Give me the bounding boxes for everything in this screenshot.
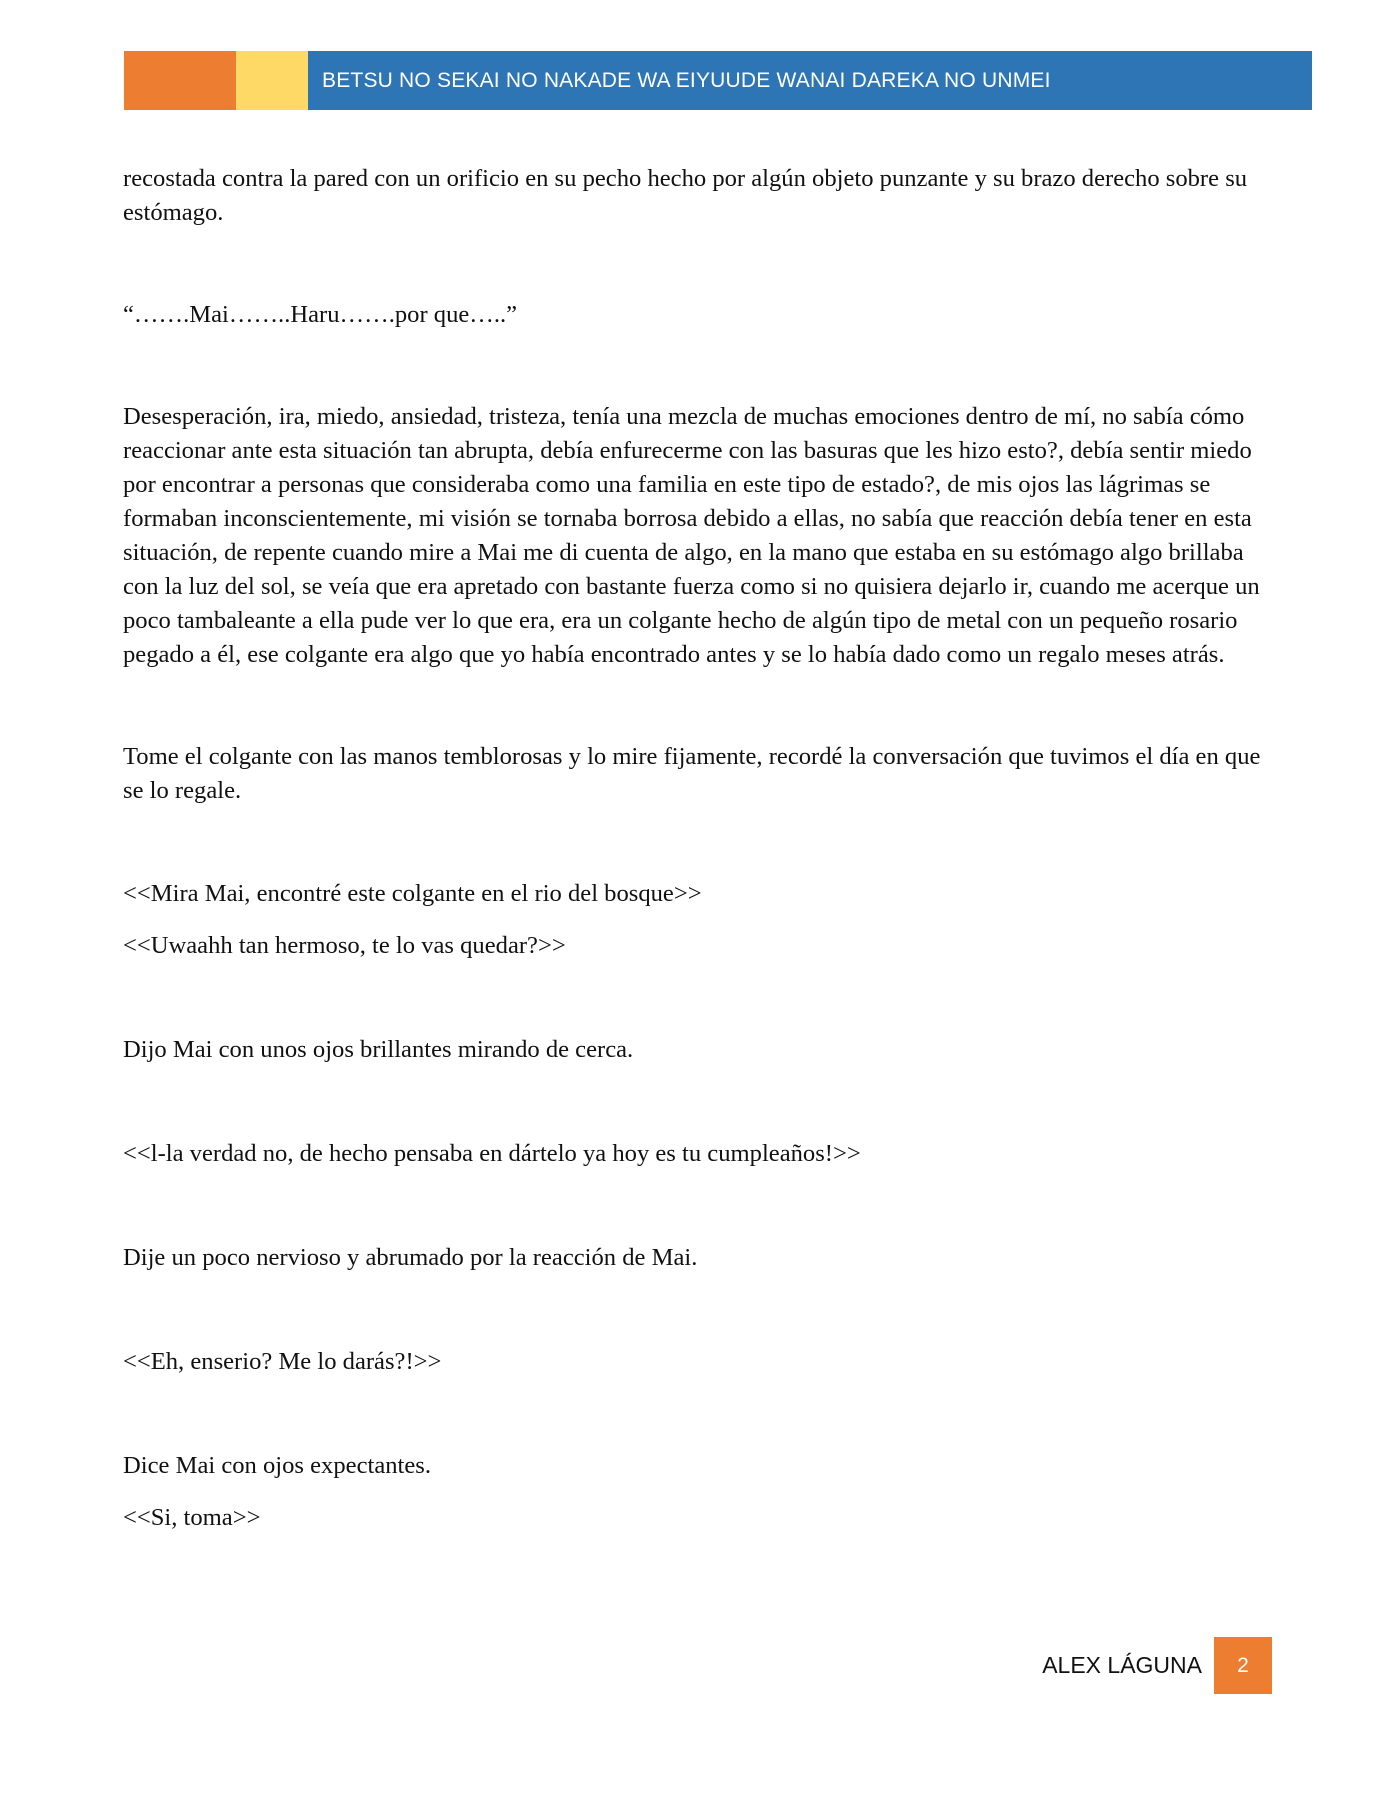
paragraph: Dijo Mai con unos ojos brillantes mirando de cerca. — [123, 1036, 634, 1063]
paragraph: Dice Mai con ojos expectantes. — [123, 1452, 431, 1479]
paragraph: <<Uwaahh tan hermoso, te lo vas quedar?>> — [123, 932, 566, 959]
header-orange-block — [124, 51, 236, 110]
paragraph: Tome el colgante con las manos temblorosas y lo mire fijamente, recordé la conversación que tuvimos el día en que se lo regale. — [123, 743, 1261, 804]
page-number: 2 — [1214, 1637, 1272, 1694]
paragraph: recostada contra la pared con un orificio en su pecho hecho por algún objeto punzante y su brazo derecho sobre su estómago. — [123, 165, 1248, 226]
paragraph: Dije un poco nervioso y abrumado por la reacción de Mai. — [123, 1244, 698, 1271]
paragraph: Desesperación, ira, miedo, ansiedad, tristeza, tenía una mezcla de muchas emociones dentro de mí, no sabía cómo reaccionar ante esta situación tan abrupta, debía enfurecerme con las basuras que les hizo esto?, debía sentir miedo por encontrar a personas que consideraba como una familia en este tipo de estado?, de mis ojos las lágrimas se formaban inconscientemente, mi visión se tornaba borrosa debido a ellas, no sabía que reacción debía tener en esta situación, de repente cuando mire a Mai me di cuenta de algo, en la mano que estaba en su estómago algo brillaba con la luz del sol, se veía que era apretado con bastante fuerza como si no quisiera dejarlo ir, cuando me acerque un poco tambaleante a ella pude ver lo que era, era un colgante hecho de algún tipo de metal con un pequeño rosario pegado a él, ese colgante era algo que yo había encontrado antes y se lo había dado como un regalo meses atrás. — [123, 403, 1260, 668]
page-header — [124, 51, 1312, 110]
paragraph: “…….Mai……..Haru…….por que…..” — [123, 301, 518, 328]
header-yellow-block — [236, 51, 308, 110]
paragraph: <<Mira Mai, encontré este colgante en el rio del bosque>> — [123, 880, 702, 907]
page-body — [123, 162, 1285, 1535]
author-name: ALEX LÁGUNA — [1042, 1652, 1202, 1678]
paragraph: <<l-la verdad no, de hecho pensaba en dártelo ya hoy es tu cumpleaños!>> — [123, 1140, 861, 1167]
header-title: BETSU NO SEKAI NO NAKADE WA EIYUUDE WANAI DAREKA NO UNMEI — [308, 51, 1312, 110]
paragraph: <<Eh, enserio? Me lo darás?!>> — [123, 1348, 442, 1375]
paragraph: <<Si, toma>> — [123, 1504, 261, 1531]
page-footer — [1040, 1637, 1272, 1694]
